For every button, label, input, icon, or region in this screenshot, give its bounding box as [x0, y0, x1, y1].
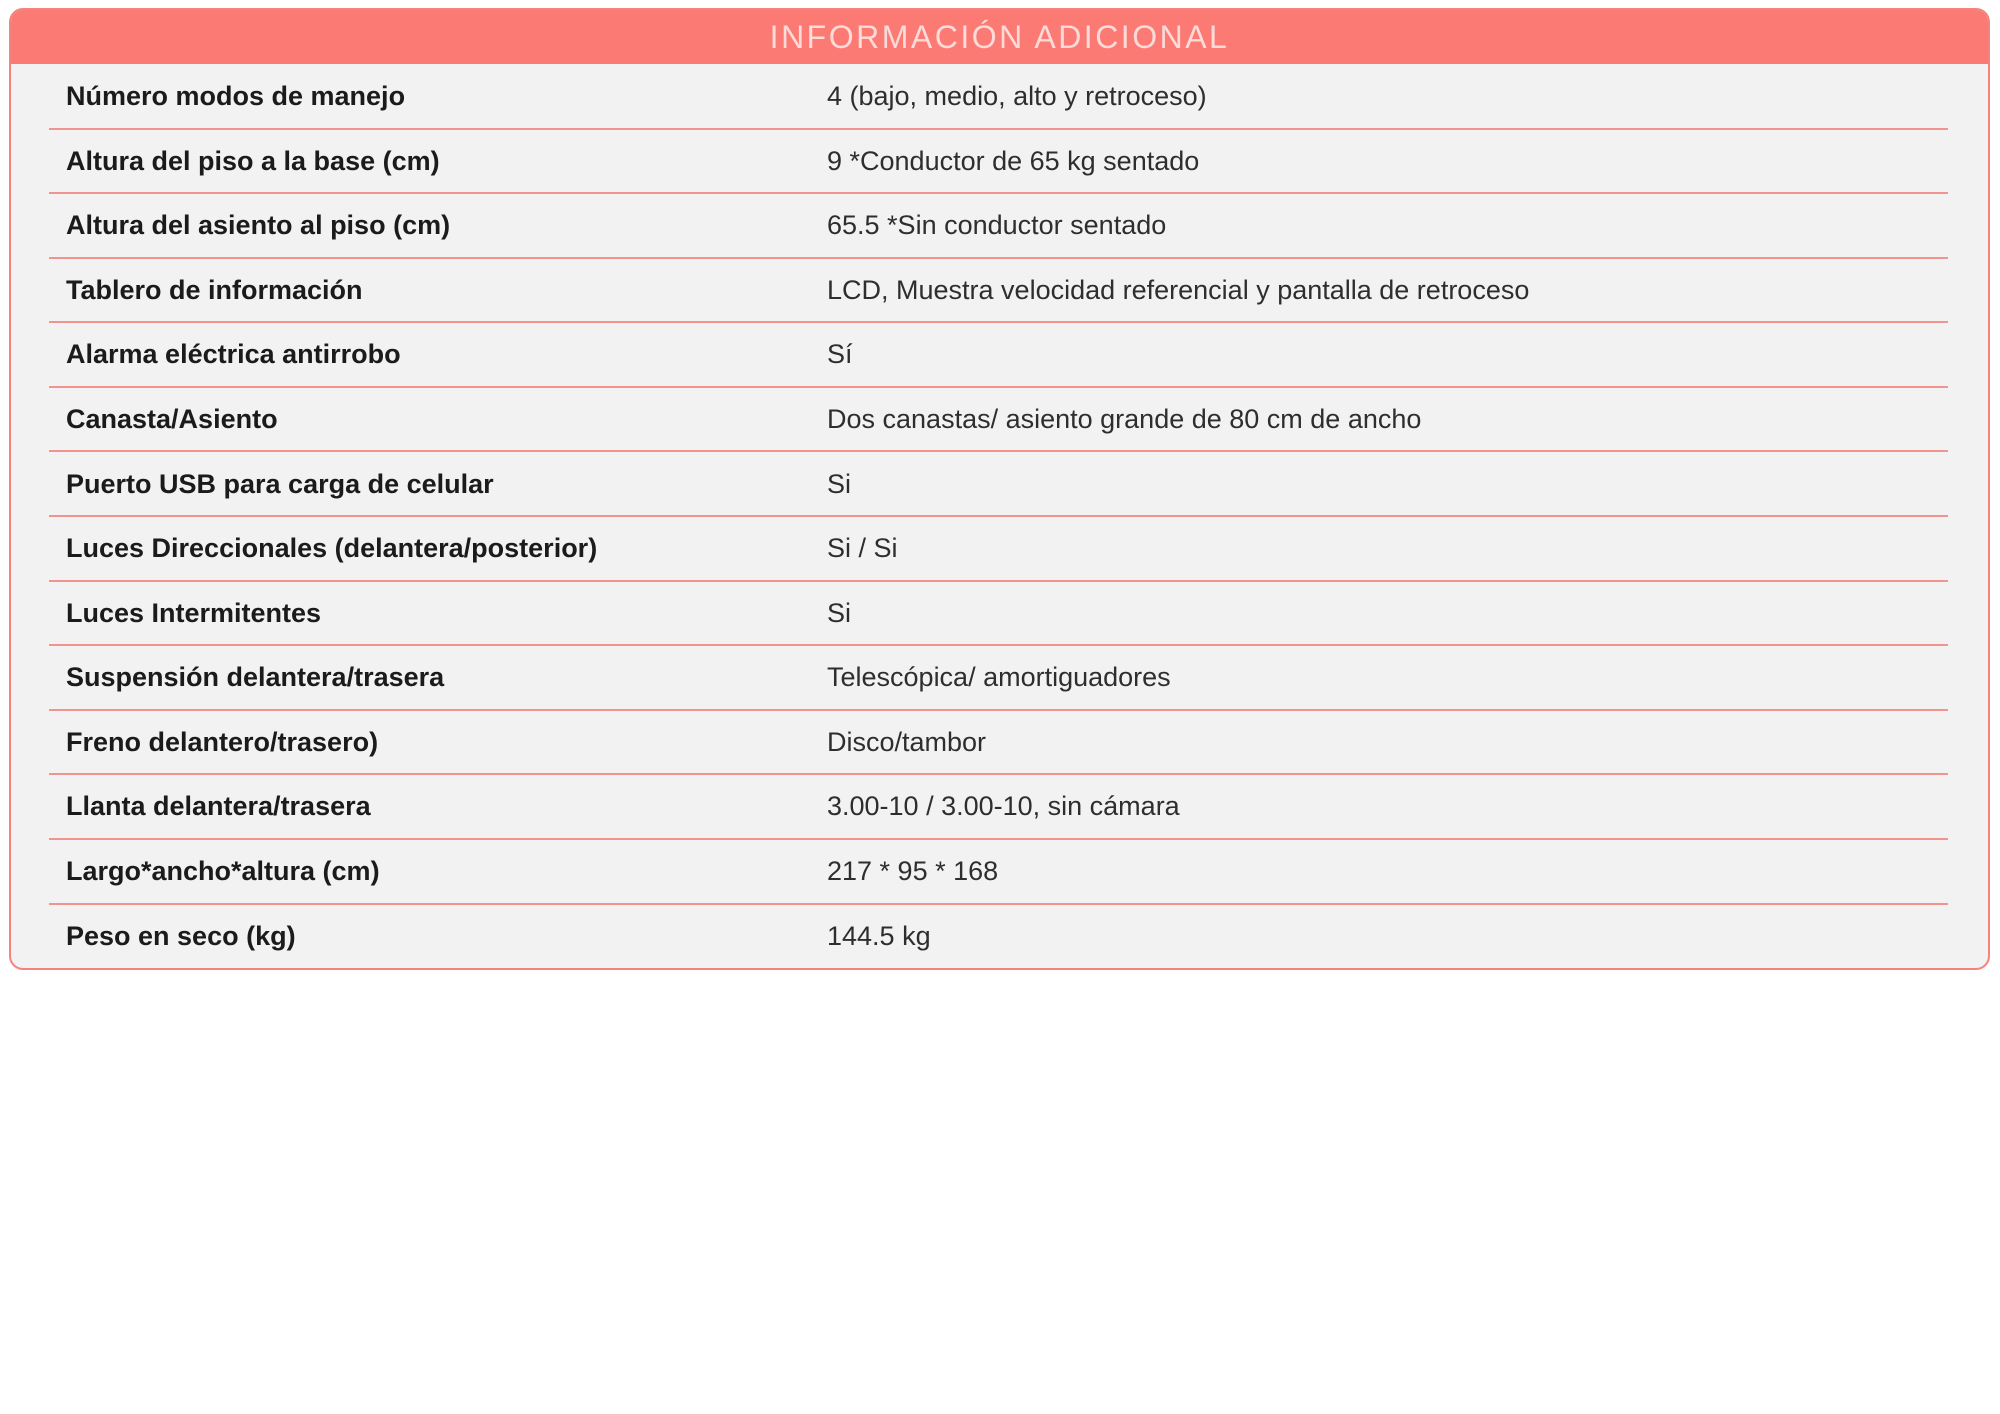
spec-value: 65.5 *Sin conductor sentado: [827, 210, 1167, 241]
spec-label: Llanta delantera/trasera: [66, 791, 371, 822]
spec-label: Alarma eléctrica antirrobo: [66, 339, 401, 370]
spec-value: 217 * 95 * 168: [827, 856, 999, 887]
spec-value: Telescópica/ amortiguadores: [827, 662, 1171, 693]
spec-label: Freno delantero/trasero): [66, 726, 379, 757]
spec-label: Canasta/Asiento: [66, 403, 278, 434]
spec-label: Tablero de información: [66, 274, 363, 305]
spec-label: Suspensión delantera/trasera: [66, 662, 445, 693]
spec-label: Número modos de manejo: [66, 81, 406, 112]
spec-row-suspension: [11, 645, 1988, 710]
spec-row-alarma-antirrobo: [11, 322, 1988, 387]
spec-value: LCD, Muestra velocidad referencial y pantalla de retroceso: [827, 274, 1530, 305]
additional-info-panel: [9, 8, 1990, 970]
spec-label: Altura del piso a la base (cm): [66, 145, 440, 176]
spec-label: Luces Intermitentes: [66, 597, 322, 628]
spec-row-peso-seco: [11, 904, 1988, 969]
spec-row-luces-direccionales: [11, 516, 1988, 581]
spec-label: Altura del asiento al piso (cm): [66, 210, 451, 241]
spec-value: 3.00-10 / 3.00-10, sin cámara: [827, 791, 1180, 822]
spec-value: Si: [827, 597, 852, 628]
spec-label: Puerto USB para carga de celular: [66, 468, 494, 499]
spec-row-luces-intermitentes: [11, 581, 1988, 646]
spec-row-altura-asiento-piso: [11, 193, 1988, 258]
spec-row-puerto-usb: [11, 451, 1988, 516]
spec-row-modos-manejo: [11, 64, 1988, 129]
spec-row-altura-piso-base: [11, 129, 1988, 194]
panel-header: [11, 10, 1988, 64]
spec-row-freno: [11, 710, 1988, 775]
spec-value: Si / Si: [827, 533, 898, 564]
spec-row-llanta: [11, 774, 1988, 839]
spec-value: 9 *Conductor de 65 kg sentado: [827, 145, 1200, 176]
spec-row-tablero-informacion: [11, 258, 1988, 323]
spec-value: 144.5 kg: [827, 920, 931, 951]
panel-title: INFORMACIÓN ADICIONAL: [769, 18, 1230, 55]
spec-value: 4 (bajo, medio, alto y retroceso): [827, 81, 1207, 112]
spec-label: Peso en seco (kg): [66, 920, 296, 951]
spec-value: Si: [827, 468, 852, 499]
spec-row-canasta-asiento: [11, 387, 1988, 452]
spec-value: Sí: [827, 339, 853, 370]
spec-label: Largo*ancho*altura (cm): [66, 856, 380, 887]
spec-value: Disco/tambor: [827, 726, 987, 757]
spec-label: Luces Direccionales (delantera/posterior): [66, 533, 598, 564]
spec-table: [11, 64, 1988, 968]
spec-row-dimensiones: [11, 839, 1988, 904]
spec-value: Dos canastas/ asiento grande de 80 cm de ancho: [827, 403, 1422, 434]
